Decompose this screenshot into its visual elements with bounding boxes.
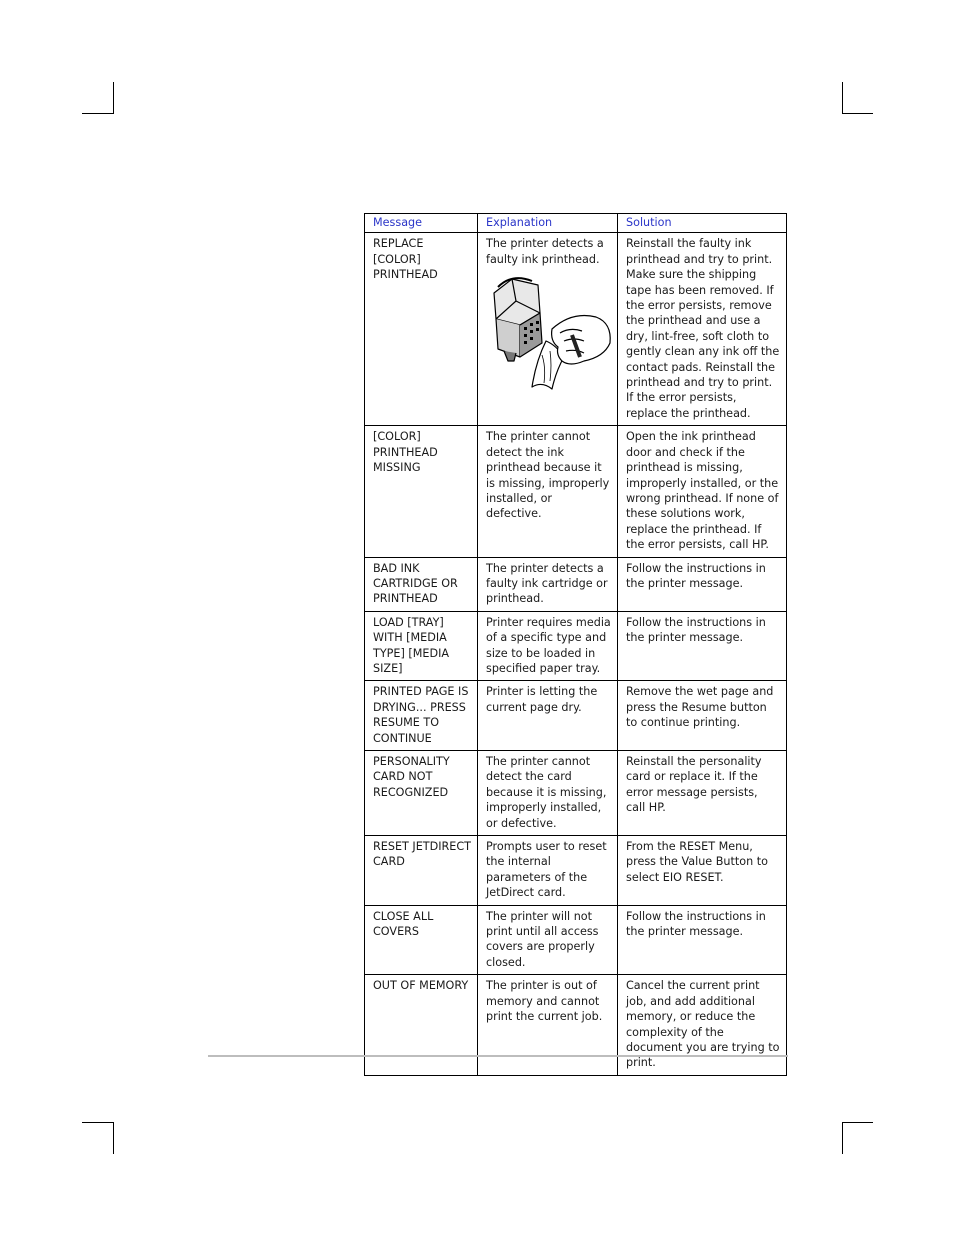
cell-explanation [478, 233, 618, 426]
cell-solution: Reinstall the faulty ink printhead and try to print. Make sure the shipping tape has been removed. If the error persists, remove the printhead and use a dry, lint-free, soft cloth to gently clean any ink off the contact pads. Reinstall the printhead and try to print. If the error persists, replace the printhead. [618, 233, 787, 426]
cell-solution: From the RESET Menu, press the Value Button to select EIO RESET. [618, 836, 787, 906]
crop-mark-top-left-v [113, 82, 114, 114]
crop-mark-bottom-right-v [842, 1122, 843, 1154]
crop-mark-top-left-h [82, 113, 113, 114]
printer-message-table [364, 213, 787, 1076]
cell-solution: Follow the instructions in the printer message. [618, 905, 787, 975]
cell-message: PERSONALITY CARD NOT RECOGNIZED [365, 751, 478, 836]
table-row [365, 905, 787, 975]
printhead-cleaning-icon [486, 271, 614, 393]
table-row [365, 611, 787, 681]
cell-message: OUT OF MEMORY [365, 975, 478, 1075]
cell-message: LOAD [TRAY] WITH [MEDIA TYPE] [MEDIA SIZE] [365, 611, 478, 681]
table-header-row [365, 214, 787, 233]
cell-explanation: Prompts user to reset the internal parameters of the JetDirect card. [478, 836, 618, 906]
cell-explanation: The printer will not print until all access covers are properly closed. [478, 905, 618, 975]
table-row [365, 975, 787, 1075]
cell-explanation: The printer cannot detect the card because it is missing, improperly installed, or defective. [478, 751, 618, 836]
cell-message: [COLOR] PRINTHEAD MISSING [365, 426, 478, 557]
cell-solution: Reinstall the personality card or replace it. If the error message persists, call HP. [618, 751, 787, 836]
crop-mark-top-right-v [842, 82, 843, 114]
cell-message: REPLACE [COLOR] PRINTHEAD [365, 233, 478, 426]
cell-message: BAD INK CARTRIDGE OR PRINTHEAD [365, 557, 478, 611]
cell-explanation: Printer requires media of a specific type and size to be loaded in specified paper tray. [478, 611, 618, 681]
table-row [365, 233, 787, 426]
cell-explanation: The printer cannot detect the ink printhead because it is missing, improperly installed, or defective. [478, 426, 618, 557]
header-solution: Solution [618, 214, 787, 233]
cell-solution: Follow the instructions in the printer message. [618, 557, 787, 611]
cell-message: PRINTED PAGE IS DRYING... PRESS RESUME TO CONTINUE [365, 681, 478, 751]
crop-mark-top-right-h [842, 113, 873, 114]
cell-message: CLOSE ALL COVERS [365, 905, 478, 975]
header-explanation: Explanation [478, 214, 618, 233]
cell-solution: Cancel the current print job, and add additional memory, or reduce the complexity of the document you are trying to print. [618, 975, 787, 1075]
table-row [365, 426, 787, 557]
crop-mark-bottom-left-h [82, 1122, 113, 1123]
cell-message: RESET JETDIRECT CARD [365, 836, 478, 906]
table-row [365, 681, 787, 751]
cell-solution: Remove the wet page and press the Resume button to continue printing. [618, 681, 787, 751]
footer-rule [208, 1055, 788, 1057]
crop-mark-bottom-right-h [842, 1122, 873, 1123]
cell-explanation: The printer detects a faulty ink cartridge or printhead. [478, 557, 618, 611]
table-row [365, 751, 787, 836]
cell-solution: Follow the instructions in the printer message. [618, 611, 787, 681]
cell-explanation: The printer is out of memory and cannot print the current job. [478, 975, 618, 1075]
header-message: Message [365, 214, 478, 233]
table-row [365, 557, 787, 611]
crop-mark-bottom-left-v [113, 1122, 114, 1154]
cell-explanation-text: The printer detects a faulty ink printhead. [486, 237, 604, 266]
table-row [365, 836, 787, 906]
cell-explanation: Printer is letting the current page dry. [478, 681, 618, 751]
cell-solution: Open the ink printhead door and check if the printhead is missing, improperly installed, or the wrong printhead. If none of these solutions work, replace the printhead. If the error persists, call HP. [618, 426, 787, 557]
